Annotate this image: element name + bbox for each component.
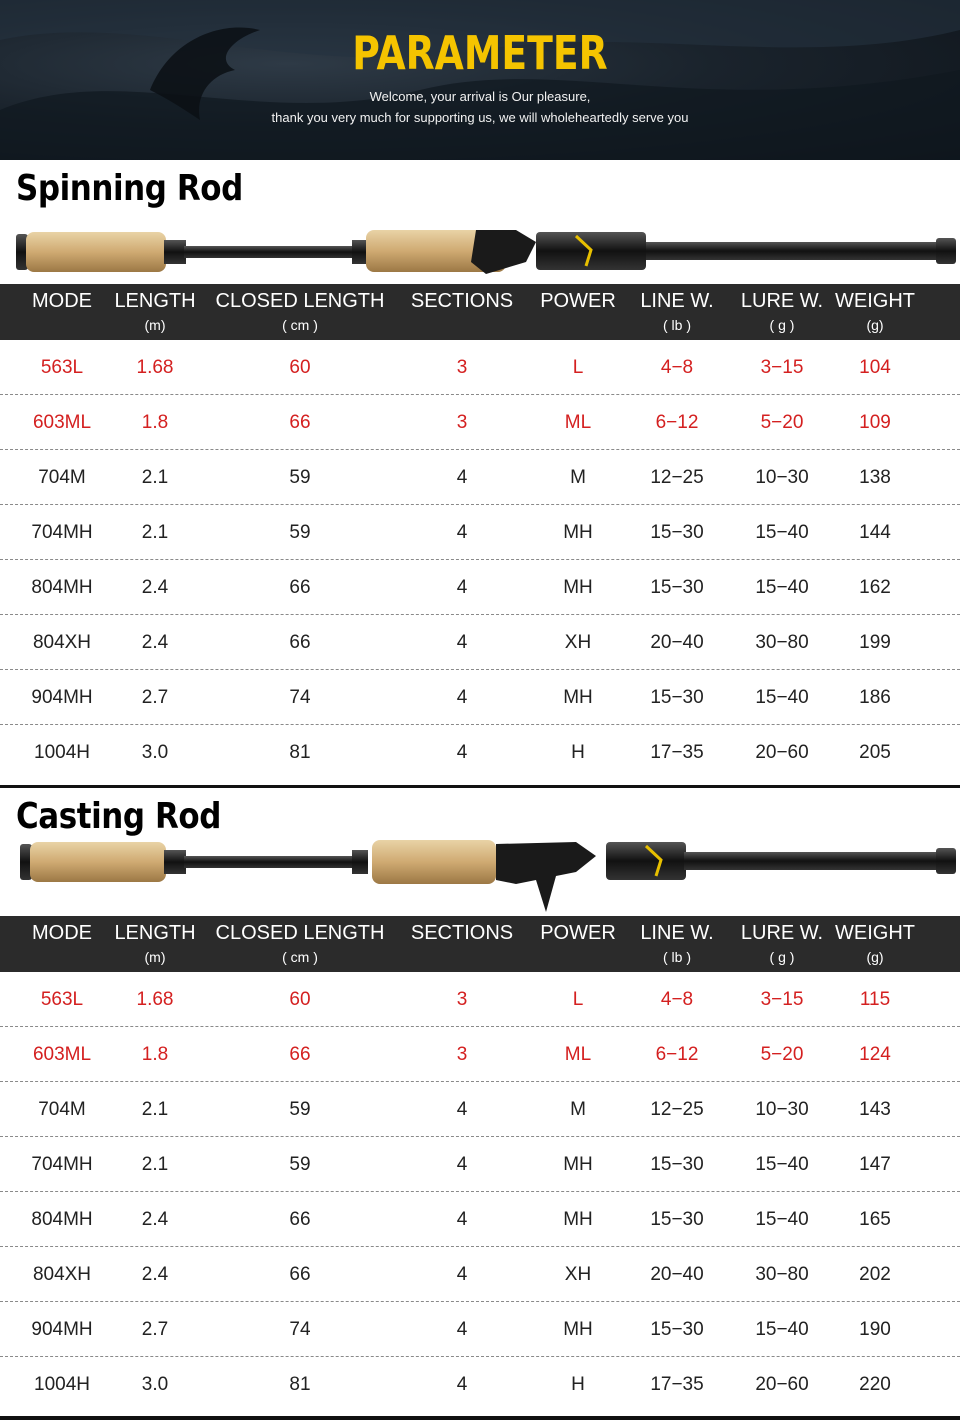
mode-cell: 804MH — [31, 1209, 93, 1230]
line-weight-cell: 15−30 — [650, 577, 704, 598]
banner-title: PARAMETER — [352, 26, 608, 80]
lure-weight-cell: 15−40 — [755, 577, 809, 598]
length-cell: 1.68 — [136, 989, 174, 1010]
length-cell: 2.1 — [141, 1099, 169, 1120]
length-cell: 2.1 — [141, 522, 169, 543]
power-cell: M — [570, 467, 586, 488]
weight-cell: 144 — [859, 522, 891, 543]
lure-weight-cell: 15−40 — [755, 1209, 809, 1230]
mode-cell: 1004H — [34, 742, 90, 763]
sections-cell: 4 — [456, 742, 468, 763]
casting-rod-image — [16, 836, 956, 916]
closed-length-cell: 66 — [289, 1264, 311, 1285]
lure-weight-cell: 30−80 — [755, 1264, 809, 1285]
weight-cell: 162 — [859, 577, 891, 598]
column-header-line-weight: LINE W. ( lb ) — [640, 922, 714, 965]
length-cell: 2.1 — [141, 467, 169, 488]
table-row — [0, 505, 960, 560]
sections-cell: 4 — [456, 1319, 468, 1340]
column-header-power: POWER — [540, 290, 616, 312]
weight-cell: 205 — [859, 742, 891, 763]
weight-cell: 190 — [859, 1319, 891, 1340]
section-title: Casting Rod — [16, 796, 221, 837]
table-row — [0, 972, 960, 1027]
column-header-weight: WEIGHT (g) — [835, 922, 915, 965]
weight-cell: 165 — [859, 1209, 891, 1230]
lure-weight-cell: 15−40 — [755, 522, 809, 543]
column-header-weight: WEIGHT (g) — [835, 290, 915, 333]
line-weight-cell: 15−30 — [650, 522, 704, 543]
line-weight-cell: 6−12 — [655, 412, 699, 433]
column-header-mode: MODE — [32, 922, 92, 944]
line-weight-cell: 15−30 — [650, 1319, 704, 1340]
banner-welcome-line: Welcome, your arrival is Our pleasure, — [369, 89, 591, 104]
table-header — [0, 284, 960, 340]
mode-cell: 904MH — [31, 1319, 93, 1340]
closed-length-cell: 66 — [289, 1209, 311, 1230]
table-row — [0, 1247, 960, 1302]
power-cell: L — [572, 357, 584, 378]
mode-cell: 804XH — [32, 632, 92, 653]
closed-length-cell: 60 — [289, 357, 311, 378]
closed-length-cell: 59 — [289, 1154, 311, 1175]
closed-length-cell: 66 — [289, 412, 311, 433]
column-header-lure-weight: LURE W. ( g ) — [740, 922, 824, 965]
line-weight-cell: 17−35 — [650, 1374, 704, 1395]
mode-cell: 603ML — [32, 1044, 92, 1065]
lure-weight-cell: 10−30 — [755, 467, 809, 488]
line-weight-cell: 15−30 — [650, 687, 704, 708]
sections-cell: 4 — [456, 467, 468, 488]
line-weight-cell: 4−8 — [660, 357, 694, 378]
closed-length-cell: 74 — [289, 687, 311, 708]
line-weight-cell: 4−8 — [660, 989, 694, 1010]
casting-table-body — [0, 972, 960, 1412]
line-weight-cell: 15−30 — [650, 1154, 704, 1175]
power-cell: MH — [563, 687, 593, 708]
closed-length-cell: 66 — [289, 1044, 311, 1065]
table-row — [0, 1137, 960, 1192]
sections-cell: 4 — [456, 522, 468, 543]
power-cell: ML — [564, 412, 592, 433]
weight-cell: 115 — [859, 989, 891, 1010]
length-cell: 1.8 — [141, 412, 169, 433]
power-cell: M — [570, 1099, 586, 1120]
closed-length-cell: 59 — [289, 522, 311, 543]
mode-cell: 804XH — [32, 1264, 92, 1285]
sections-cell: 4 — [456, 1209, 468, 1230]
banner-thanks-line: thank you very much for supporting us, we will wholeheartedly serve you — [271, 110, 689, 125]
casting-rod-section — [0, 788, 960, 1420]
length-cell: 3.0 — [141, 1374, 169, 1395]
power-cell: XH — [564, 1264, 592, 1285]
closed-length-cell: 81 — [289, 1374, 311, 1395]
sections-cell: 4 — [456, 687, 468, 708]
power-cell: MH — [563, 1319, 593, 1340]
column-header-closed-length: CLOSED LENGTH ( cm ) — [215, 922, 385, 965]
table-row — [0, 1082, 960, 1137]
power-cell: MH — [563, 1154, 593, 1175]
closed-length-cell: 59 — [289, 467, 311, 488]
sections-cell: 4 — [456, 577, 468, 598]
weight-cell: 186 — [859, 687, 891, 708]
power-cell: L — [572, 989, 584, 1010]
parameter-banner — [0, 0, 960, 160]
length-cell: 2.4 — [141, 632, 169, 653]
lure-weight-cell: 10−30 — [755, 1099, 809, 1120]
table-row — [0, 1302, 960, 1357]
column-header-sections: SECTIONS — [410, 290, 514, 312]
length-cell: 1.8 — [141, 1044, 169, 1065]
length-cell: 2.1 — [141, 1154, 169, 1175]
mode-cell: 904MH — [31, 687, 93, 708]
power-cell: MH — [563, 522, 593, 543]
power-cell: XH — [564, 632, 592, 653]
lure-weight-cell: 30−80 — [755, 632, 809, 653]
weight-cell: 202 — [859, 1264, 891, 1285]
power-cell: H — [571, 1374, 585, 1395]
closed-length-cell: 60 — [289, 989, 311, 1010]
lure-weight-cell: 15−40 — [755, 1154, 809, 1175]
weight-cell: 143 — [859, 1099, 891, 1120]
line-weight-cell: 20−40 — [650, 1264, 704, 1285]
line-weight-cell: 20−40 — [650, 632, 704, 653]
length-cell: 1.68 — [136, 357, 174, 378]
table-row — [0, 1027, 960, 1082]
length-cell: 2.4 — [141, 1209, 169, 1230]
mode-cell: 704M — [38, 1099, 86, 1120]
length-cell: 2.4 — [141, 1264, 169, 1285]
table-row — [0, 395, 960, 450]
sections-cell: 4 — [456, 1374, 468, 1395]
sections-cell: 3 — [456, 412, 468, 433]
table-row — [0, 615, 960, 670]
lure-weight-cell: 5−20 — [760, 412, 804, 433]
weight-cell: 109 — [859, 412, 891, 433]
mode-cell: 704MH — [31, 522, 93, 543]
power-cell: MH — [563, 1209, 593, 1230]
table-row — [0, 560, 960, 615]
mode-cell: 1004H — [34, 1374, 90, 1395]
weight-cell: 104 — [859, 357, 891, 378]
mode-cell: 563L — [40, 989, 84, 1010]
column-header-length: LENGTH (m) — [114, 922, 196, 965]
sections-cell: 4 — [456, 632, 468, 653]
power-cell: H — [571, 742, 585, 763]
dolphin-wave-background — [0, 0, 960, 160]
mode-cell: 563L — [40, 357, 84, 378]
mode-cell: 704MH — [31, 1154, 93, 1175]
spinning-rod-section — [0, 160, 960, 786]
closed-length-cell: 66 — [289, 632, 311, 653]
sections-cell: 3 — [456, 357, 468, 378]
line-weight-cell: 17−35 — [650, 742, 704, 763]
closed-length-cell: 66 — [289, 577, 311, 598]
sections-cell: 4 — [456, 1099, 468, 1120]
table-row — [0, 670, 960, 725]
closed-length-cell: 59 — [289, 1099, 311, 1120]
weight-cell: 138 — [859, 467, 891, 488]
closed-length-cell: 81 — [289, 742, 311, 763]
lure-weight-cell: 3−15 — [760, 989, 804, 1010]
table-row — [0, 1357, 960, 1412]
lure-weight-cell: 15−40 — [755, 687, 809, 708]
weight-cell: 199 — [859, 632, 891, 653]
line-weight-cell: 12−25 — [650, 467, 704, 488]
bottom-divider — [0, 1416, 960, 1420]
weight-cell: 124 — [859, 1044, 891, 1065]
lure-weight-cell: 15−40 — [755, 1319, 809, 1340]
length-cell: 3.0 — [141, 742, 169, 763]
column-header-length: LENGTH (m) — [114, 290, 196, 333]
spinning-rod-image — [16, 222, 956, 282]
column-header-mode: MODE — [32, 290, 92, 312]
lure-weight-cell: 3−15 — [760, 357, 804, 378]
column-header-power: POWER — [540, 922, 616, 944]
spinning-table-body — [0, 340, 960, 780]
sections-cell: 4 — [456, 1264, 468, 1285]
table-row — [0, 450, 960, 505]
length-cell: 2.7 — [141, 687, 169, 708]
table-row — [0, 1192, 960, 1247]
sections-cell: 3 — [456, 989, 468, 1010]
mode-cell: 603ML — [32, 412, 92, 433]
power-cell: ML — [564, 1044, 592, 1065]
lure-weight-cell: 20−60 — [755, 1374, 809, 1395]
table-row — [0, 725, 960, 780]
line-weight-cell: 15−30 — [650, 1209, 704, 1230]
table-row — [0, 340, 960, 395]
length-cell: 2.7 — [141, 1319, 169, 1340]
weight-cell: 220 — [859, 1374, 891, 1395]
mode-cell: 804MH — [31, 577, 93, 598]
lure-weight-cell: 20−60 — [755, 742, 809, 763]
line-weight-cell: 12−25 — [650, 1099, 704, 1120]
column-header-sections: SECTIONS — [410, 922, 514, 944]
sections-cell: 3 — [456, 1044, 468, 1065]
mode-cell: 704M — [38, 467, 86, 488]
weight-cell: 147 — [859, 1154, 891, 1175]
table-header — [0, 916, 960, 972]
column-header-line-weight: LINE W. ( lb ) — [640, 290, 714, 333]
column-header-lure-weight: LURE W. ( g ) — [740, 290, 824, 333]
line-weight-cell: 6−12 — [655, 1044, 699, 1065]
section-title: Spinning Rod — [16, 168, 243, 209]
length-cell: 2.4 — [141, 577, 169, 598]
closed-length-cell: 74 — [289, 1319, 311, 1340]
sections-cell: 4 — [456, 1154, 468, 1175]
lure-weight-cell: 5−20 — [760, 1044, 804, 1065]
power-cell: MH — [563, 577, 593, 598]
column-header-closed-length: CLOSED LENGTH ( cm ) — [215, 290, 385, 333]
